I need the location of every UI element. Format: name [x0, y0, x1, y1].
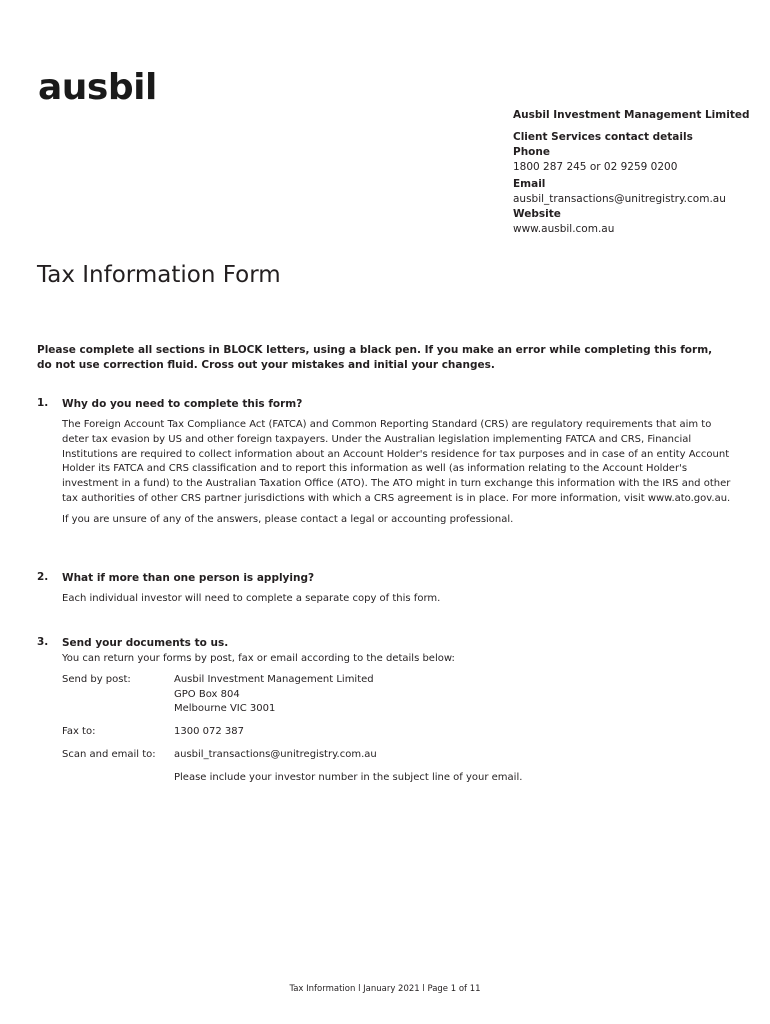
section-heading: Why do you need to complete this form? [62, 398, 303, 410]
website-link[interactable]: www.ausbil.com.au [513, 223, 615, 235]
address-line: Melbourne VIC 3001 [174, 703, 276, 715]
postal-address [174, 673, 522, 725]
table-row [62, 725, 522, 748]
table-row [62, 673, 522, 725]
form-instructions: Please complete all sections in BLOCK letters, using a black pen. If you make an error while completing this form, do not use correction fluid. Cross out your mistakes and initial your changes. [37, 344, 713, 371]
section-number: 2. [37, 571, 49, 583]
email-value[interactable]: ausbil_transactions@unitregistry.com.au [513, 193, 726, 205]
contact-details [513, 108, 753, 237]
email-label: Email [513, 178, 546, 190]
ausbil-logo: ausbil [38, 67, 157, 108]
section-number: 3. [37, 636, 49, 648]
submission-email[interactable]: ausbil_transactions@unitregistry.com.au [174, 748, 377, 760]
fax-label: Fax to: [62, 726, 96, 738]
section-more-than-one [37, 571, 737, 607]
section-intro: You can return your forms by post, fax or email according to the details below: [62, 653, 455, 664]
section-send-documents [37, 636, 737, 794]
table-row [62, 771, 522, 794]
email-subject-note: Please include your investor number in the subject line of your email. [174, 771, 523, 783]
section-why-complete [37, 397, 737, 528]
page-footer: Tax Information l January 2021 l Page 1 of 11 [289, 984, 481, 994]
client-services-heading: Client Services contact details [513, 131, 693, 143]
company-name: Ausbil Investment Management Limited [513, 109, 750, 121]
section-paragraph: Each individual investor will need to complete a separate copy of this form. [62, 593, 441, 604]
empty-label [62, 771, 174, 794]
fax-number: 1300 072 387 [174, 726, 244, 738]
page-title: Tax Information Form [37, 262, 281, 288]
address-line: GPO Box 804 [174, 688, 240, 700]
section-heading: Send your documents to us. [62, 637, 229, 649]
section-number: 1. [37, 397, 49, 409]
send-by-post-label: Send by post: [62, 673, 131, 685]
section-paragraph: The Foreign Account Tax Compliance Act (FATCA) and Common Reporting Standard (CRS) are regulatory requirements that aim to deter tax evasion by US and other foreign taxpayers. Under the Australian legislation implementing FATCA and CRS, Financial Institutions are required to collect information about an Account Holder's residence for tax purposes and in case of an entity Account Holder its FATCA and CRS classification and to report this information as well (as information relating to the Account Holder's investment in a fund) to the Australian Taxation Office (ATO). The ATO might in turn exchange this information with the IRS and other tax authorities of other CRS partner jurisdictions with which a CRS agreement is in place. For more information, visit www.ato.gov.au. [62, 419, 731, 504]
table-row [62, 748, 522, 771]
phone-label: Phone [513, 146, 550, 158]
website-label: Website [513, 208, 561, 220]
scan-email-label: Scan and email to: [62, 748, 156, 760]
section-heading: What if more than one person is applying? [62, 572, 315, 584]
send-methods-table [62, 673, 522, 794]
address-line: Ausbil Investment Management Limited [174, 673, 374, 685]
section-paragraph: If you are unsure of any of the answers, please contact a legal or accounting professional. [62, 513, 514, 525]
phone-value: 1800 287 245 or 02 9259 0200 [513, 161, 678, 173]
